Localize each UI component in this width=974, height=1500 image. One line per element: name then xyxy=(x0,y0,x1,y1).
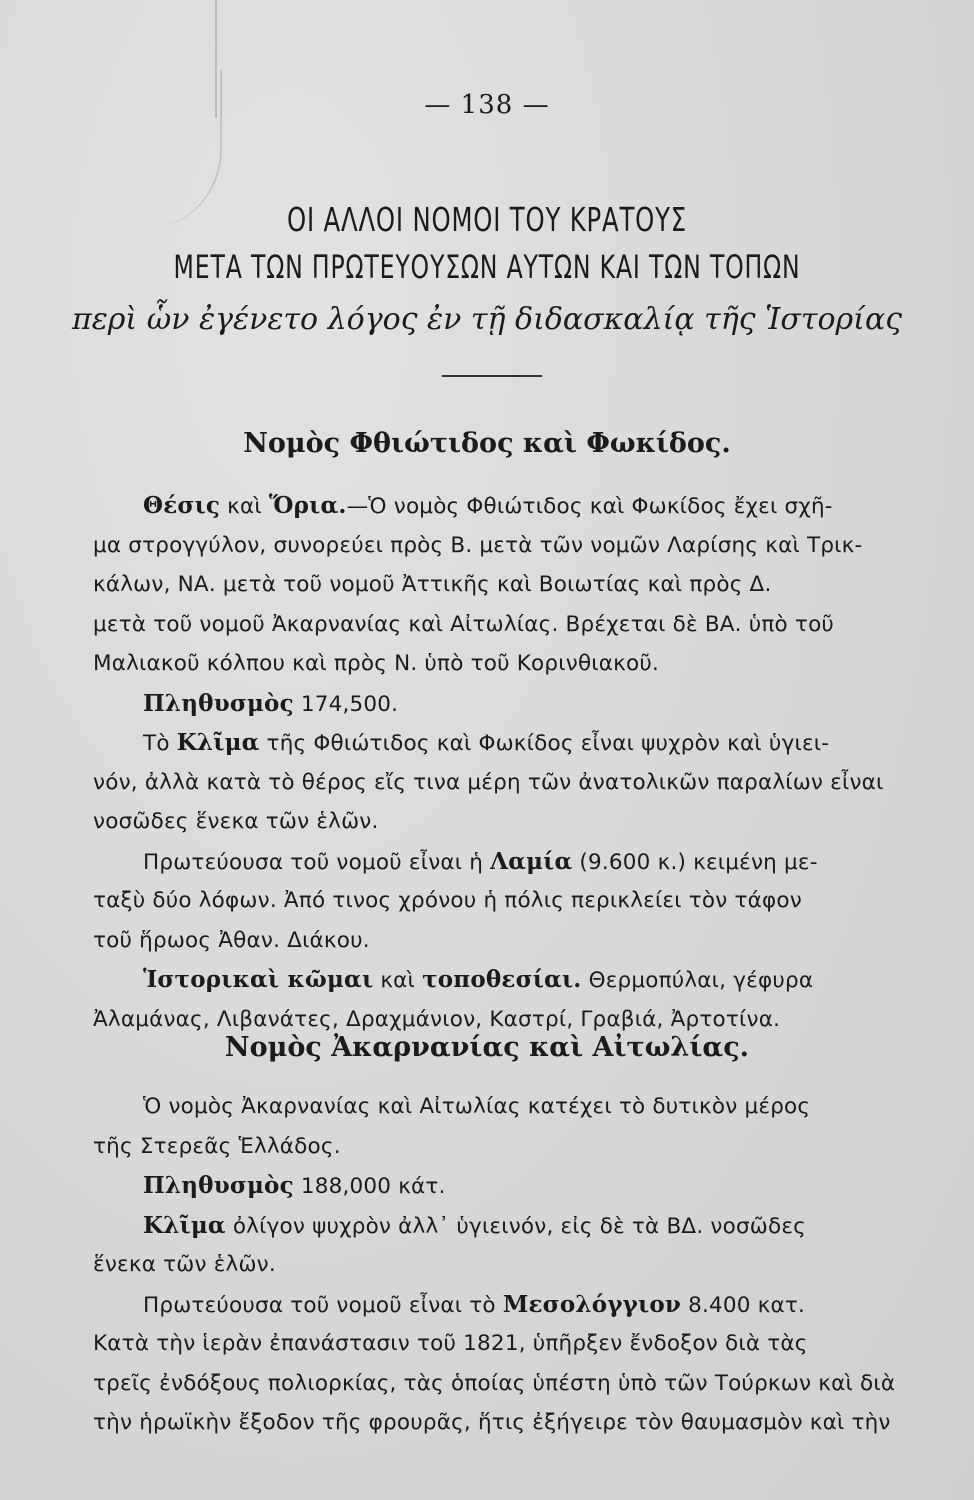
subtitle: περὶ ὧν ἐγένετο λόγος ἐν τῇ διδασκαλίᾳ τῆς Ἱστορίας xyxy=(71,302,903,337)
text-line xyxy=(93,842,913,882)
text-span: Τὸ xyxy=(143,731,177,756)
text-line: τῆς Στερεᾶς Ἑλλάδος. xyxy=(93,1133,341,1159)
term-locations: τοποθεσίαι. xyxy=(422,966,582,993)
text-line xyxy=(93,960,913,1000)
text-span: τῆς Φθιώτιδος καὶ Φωκίδος εἶναι ψυχρὸν καὶ ὑγιει- xyxy=(259,731,830,756)
text-line xyxy=(93,486,913,526)
text-span: ὀλίγον ψυχρὸν ἀλλ᾽ ὑγιεινόν, εἰς δὲ τὰ ΒΔ. νοσῶδες xyxy=(225,1213,806,1239)
text-span: —Ὁ νομὸς Φθιώτιδος καὶ Φωκίδος ἔχει σχῆ- xyxy=(346,494,833,519)
text-line: ταξὺ δύο λόφων. Ἀπό τινος χρόνου ἡ πόλις περικλείει τὸν τάφον xyxy=(93,888,802,913)
title-divider xyxy=(442,375,542,377)
text-span: 188,000 κάτ. xyxy=(293,1174,446,1199)
term-lamia: Λαμία xyxy=(490,847,573,875)
text-line: ἕνεκα τῶν ἑλῶν. xyxy=(93,1252,276,1277)
text-span: καὶ xyxy=(373,968,423,993)
section-heading-akarnania: Νομὸς Ἀκαρνανίας καὶ Αἰτωλίας. xyxy=(224,1032,750,1063)
text-line: μετὰ τοῦ νομοῦ Ἀκαρνανίας καὶ Αἰτωλίας. Βρέχεται δὲ ΒΑ. ὑπὸ τοῦ xyxy=(93,611,835,637)
term-oria: Ὅρια. xyxy=(268,492,347,519)
section-heading-fthiotida: Νομὸς Φθιώτιδος καὶ Φωκίδος. xyxy=(243,428,731,459)
term-historic-villages: Ἱστορικαὶ κῶμαι xyxy=(143,966,374,993)
term-climate: Κλῖμα xyxy=(143,1211,226,1239)
text-line xyxy=(93,723,913,763)
section-body-akarnania xyxy=(93,1087,913,1443)
text-span: Πρωτεύουσα τοῦ νομοῦ εἶναι τὸ xyxy=(143,1292,503,1318)
term-mesolongi: Μεσολόγγιον xyxy=(502,1290,682,1318)
text-line xyxy=(93,684,913,724)
text-span: (9.600 κ.) κειμένη με- xyxy=(572,849,818,875)
text-span: 8.400 κατ. xyxy=(681,1292,806,1318)
text-line xyxy=(93,1285,913,1325)
section-body-fthiotida xyxy=(93,486,913,1039)
text-line: Ἀλαμάνας, Λιβανάτες, Δραχμάνιον, Καστρί, Γραβιά, Ἀρτοτίνα. xyxy=(93,1006,781,1032)
text-line: Ὁ νομὸς Ἀκαρνανίας καὶ Αἰτωλίας κατέχει τὸ δυτικὸν μέρος xyxy=(143,1094,811,1119)
text-span: 174,500. xyxy=(293,691,399,717)
term-population: Πληθυσμὸς xyxy=(143,1172,294,1199)
text-span: Πρωτεύουσα τοῦ νομοῦ εἶναι ἡ xyxy=(143,849,491,875)
text-line: τρεῖς ἐνδόξους πολιορκίας, τὰς ὁποίας ὑπέστη ὑπὸ τῶν Τούρκων καὶ διὰ xyxy=(93,1370,896,1396)
text-line: νοσῶδες ἕνεκα τῶν ἑλῶν. xyxy=(93,809,379,834)
text-line: κάλων, ΝΑ. μετὰ τοῦ νομοῦ Ἀττικῆς καὶ Βοιωτίας καὶ πρὸς Δ. xyxy=(93,572,772,597)
text-line: μα στρογγύλον, συνορεύει πρὸς Β. μετὰ τῶν νομῶν Λαρίσης καὶ Τρικ- xyxy=(93,532,863,558)
text-line xyxy=(93,1166,913,1206)
text-span: Θερμοπύλαι, γέφυρα xyxy=(581,968,814,993)
text-line: Κατὰ τὴν ἱερὰν ἐπανάστασιν τοῦ 1821, ὑπῆρξεν ἔνδοξον διὰ τὰς xyxy=(93,1331,808,1356)
text-line xyxy=(93,1206,913,1246)
text-line: τὴν ἡρωϊκὴν ἔξοδον τῆς φρουρᾶς, ἥτις ἐξήγειρε τὸν θαυμασμὸν καὶ τὴν xyxy=(93,1410,891,1435)
term-thesis: Θέσις xyxy=(143,492,221,519)
term-climate: Κλῖμα xyxy=(176,729,260,756)
text-line: Μαλιακοῦ κόλπου καὶ πρὸς Ν. ὑπὸ τοῦ Κορινθιακοῦ. xyxy=(93,651,660,676)
page-number: — 138 — xyxy=(424,90,550,120)
text-line: νόν, ἀλλὰ κατὰ τὸ θέρος εἴς τινα μέρη τῶν ἀνατολικῶν παραλίων εἶναι xyxy=(93,769,884,795)
text-line: τοῦ ἥρωος Ἀθαν. Διάκου. xyxy=(93,927,370,953)
text-span: καὶ xyxy=(220,494,269,519)
term-population: Πληθυσμὸς xyxy=(143,689,294,717)
title-line-2: ΜΕΤΑ ΤΩΝ ΠΡΩΤΕΥΟΥΣΩΝ ΑΥΤΩΝ ΚΑΙ ΤΩΝ ΤΟΠΩΝ xyxy=(173,248,801,286)
title-line-1: ΟΙ ΑΛΛΟΙ ΝΟΜΟΙ ΤΟΥ ΚΡΑΤΟΥΣ xyxy=(286,200,688,239)
